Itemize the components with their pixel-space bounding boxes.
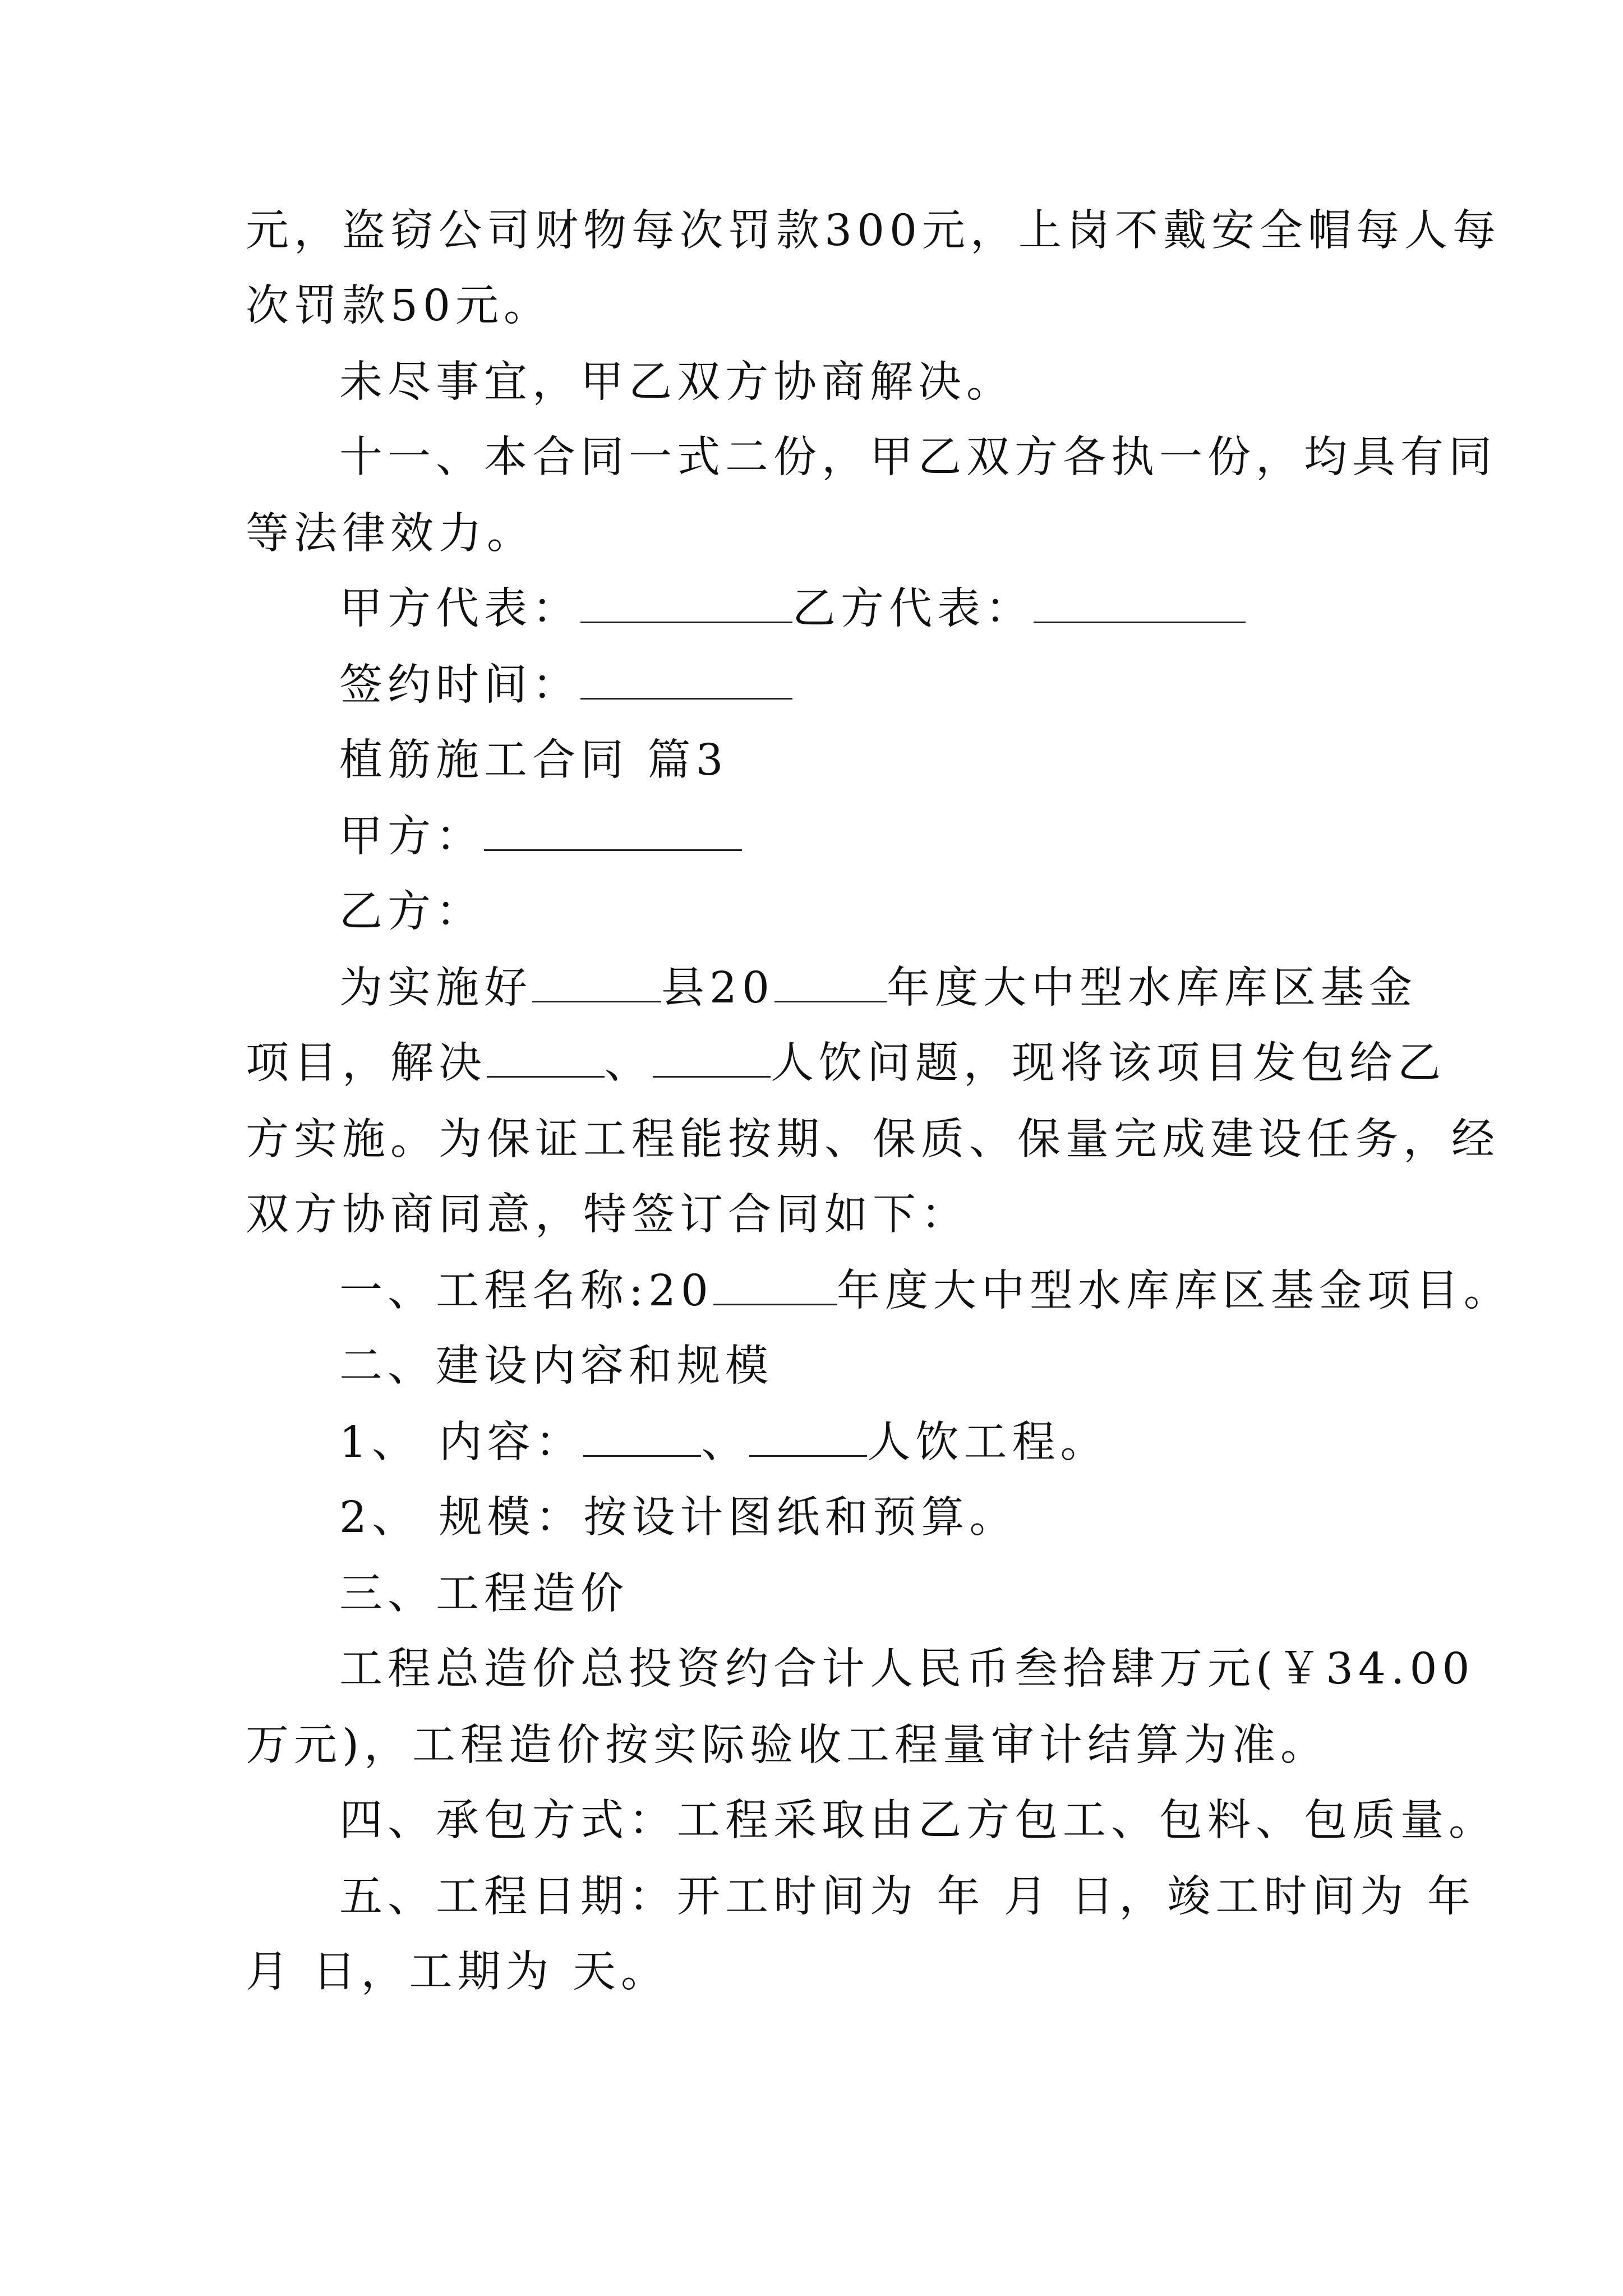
party-a-representative-blank[interactable]	[580, 581, 792, 623]
text-line	[339, 960, 1417, 1016]
text-fragment: 县20	[661, 963, 774, 1013]
county-blank[interactable]	[532, 960, 661, 1002]
text-line: 双方协商同意，特签订合同如下：	[246, 1190, 969, 1240]
text-line: 2、 规模：按设计图纸和预算。	[339, 1493, 1018, 1543]
signature-line	[339, 581, 1246, 637]
text-fragment: 、	[605, 1038, 653, 1088]
text-line: 万元)，工程造价按实际验收工程量审计结算为准。	[246, 1720, 1329, 1770]
text-line: 五、工程日期：开工时间为 年 月 日，竣工时间为 年	[339, 1872, 1476, 1922]
text-line	[246, 1036, 1446, 1092]
text-fragment: 1、 内容：	[339, 1418, 584, 1467]
party-b-representative-label: 乙方代表：	[792, 584, 1034, 634]
text-fragment: 人饮工程。	[867, 1418, 1109, 1467]
text-fragment: 年度大中型水库库区基金项目。	[836, 1266, 1512, 1316]
signing-date-line	[339, 657, 792, 714]
text-line: 未尽事宜，甲乙双方协商解决。	[339, 357, 1015, 407]
text-fragment: 一、工程名称:20	[339, 1266, 713, 1316]
text-line: 二、建设内容和规模	[339, 1341, 773, 1391]
text-line: 四、承包方式：工程采取由乙方包工、包料、包质量。	[339, 1796, 1497, 1846]
party-a-line	[339, 809, 742, 865]
text-line: 十一、本合同一式二份，甲乙双方各执一份，均具有同	[339, 432, 1497, 482]
area-blank-2[interactable]	[653, 1036, 771, 1078]
party-a-label: 甲方：	[339, 812, 484, 862]
text-line	[339, 1415, 1108, 1471]
text-line: 次罚款50元。	[246, 281, 552, 331]
section-heading: 植筋施工合同 篇3	[339, 735, 728, 785]
text-line: 等法律效力。	[246, 509, 535, 559]
text-fragment: 人饮问题，现将该项目发包给乙	[771, 1038, 1446, 1088]
text-fragment: 项目，解决	[246, 1038, 487, 1088]
text-fragment: 为实施好	[339, 963, 532, 1013]
year-blank[interactable]	[774, 960, 887, 1002]
text-fragment: 、	[701, 1418, 750, 1467]
area-blank-1[interactable]	[487, 1036, 605, 1078]
text-line	[339, 1263, 1512, 1319]
text-line: 三、工程造价	[339, 1569, 629, 1619]
content-blank-2[interactable]	[749, 1415, 867, 1457]
text-fragment: 年度大中型水库库区基金	[886, 963, 1417, 1013]
party-b-representative-blank[interactable]	[1034, 581, 1246, 623]
project-year-blank[interactable]	[713, 1263, 837, 1305]
party-b-label: 乙方：	[339, 887, 484, 937]
content-blank-1[interactable]	[583, 1415, 701, 1457]
text-line: 工程总造价总投资约合计人民币叁拾肆万元(￥34.00	[339, 1644, 1475, 1694]
party-a-blank[interactable]	[484, 809, 742, 851]
text-line: 元，盗窃公司财物每次罚款300元，上岗不戴安全帽每人每	[246, 206, 1501, 256]
party-a-representative-label: 甲方代表：	[339, 584, 580, 634]
text-line: 月 日，工期为 天。	[246, 1947, 669, 1997]
signing-date-blank[interactable]	[580, 657, 792, 700]
signing-date-label: 签约时间：	[339, 660, 580, 710]
text-line: 方实施。为保证工程能按期、保质、保量完成建设任务，经	[246, 1115, 1500, 1165]
